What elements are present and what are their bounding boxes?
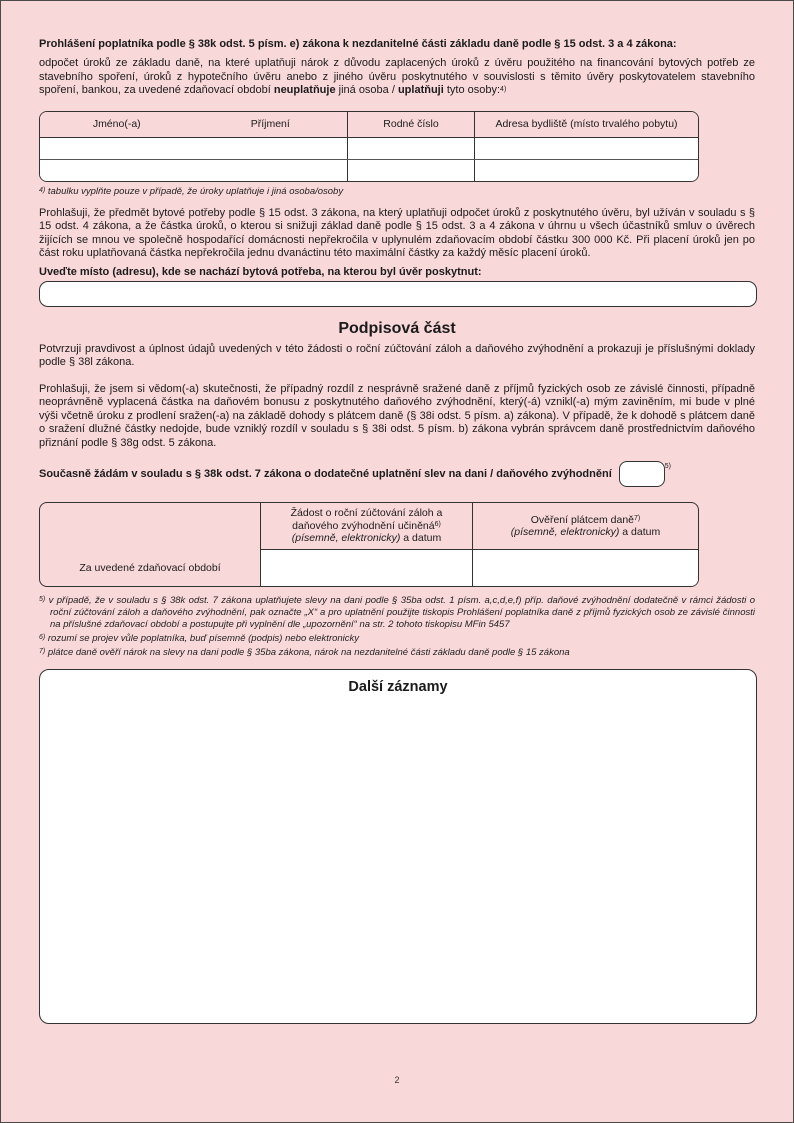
address-field[interactable] [474, 160, 698, 181]
footnote-7-sup: 7) [39, 648, 46, 655]
additional-notes-area[interactable] [39, 669, 757, 1024]
name-field[interactable] [40, 160, 347, 181]
intro-bold-neuplatnuje: neuplatňuje [273, 84, 336, 96]
footnote-6-sup: 6) [39, 634, 46, 641]
column-header-address: Adresa bydliště (místo trvalého pobytu) [474, 112, 698, 137]
footnote-4-sup: 4) [39, 186, 46, 194]
request-header-text: Žádost o roční zúčtování záloh a daňového zvýhodnění učiněná [290, 507, 443, 532]
declaration-paragraph: Prohlašuji, že předmět bytové potřeby podle § 15 odst. 3 zákona, na který uplatňuji odpočet úroků z poskytnutého úvěru, byl užíván v souladu s § 15 odst. 4 zákona, a že částka úroků, o kterou si snižuji základ daně podle § 15 odst. 3 a 4 zákona v úhrnu u všech účastníků smluv o úvěrech žijících se mnou ve společně hospodařící domácnosti nepřekročila v uplynulém zdaňovacím období částku 300 000 Kč. Při placení úroků jen po část roku uplatňovaná částka nepřekročila jednu dvanáctinu této maximální částky za každý měsíc placení úroků. [39, 206, 755, 259]
birth-number-field[interactable] [347, 160, 474, 181]
footnote-6-marker: 6) [434, 520, 441, 528]
verify-header-italic: (písemně, elektronicky) [510, 526, 620, 538]
confirmation-paragraph: Potvrzuji pravdivost a úplnost údajů uvedených v této žádosti o roční zúčtování záloh a daňového zvýhodnění a prokazuji je příslušnými doklady podle § 38l zákona. [39, 342, 755, 368]
summary-header-request [260, 503, 472, 550]
additional-claim-text: Současně žádám v souladu s § 38k odst. 7 zákona o dodatečné uplatnění slev na dani / daňového zvýhodnění [39, 468, 612, 480]
additional-claim-checkbox[interactable] [619, 461, 665, 487]
summary-header-verification [472, 503, 698, 550]
verification-date-field[interactable] [472, 550, 698, 586]
footnote-7-marker: 7) [634, 514, 641, 522]
summary-row-label: Za uvedené zdaňovací období [79, 562, 221, 574]
intro-paragraph [39, 57, 755, 98]
footnotes-block [39, 595, 755, 659]
summary-table [39, 502, 699, 587]
table-row [40, 159, 698, 181]
footnote-7-text: plátce daně ověří nárok na slevy na dani podle § 35ba zákona, nárok na nezdanitelné části základu daně podle § 15 zákona [47, 647, 570, 658]
intro-bold-uplatnuji: uplatňuji [397, 84, 444, 96]
footnote-5-text: v případě, že v souladu s § 38k odst. 7 zákona uplatňujete slevy na dani podle § 35ba odst. 1 písm. a,c,d,e,f) příp. daňové zvýhodnění dodatečně v rámci žádosti o roční zúčtování záloh a daňového zvýhodnění, pak označte „X“ a pro uplatnění použijte tiskopis Prohlášení poplatníka daně z příjmů fyzických osob ze závislé činnosti na příslušné zdaňovací období a postupujte při vyplnění dle „upozornění“ na str. 2 tohoto tiskopisu MFin 5457 [48, 595, 755, 630]
signature-section-heading: Podpisová část [338, 319, 456, 337]
notes-heading: Další záznamy [348, 679, 448, 695]
footnote-6-text: rozumí se projev vůle poplatníka, buď písemně (podpis) nebo elektronicky [47, 633, 360, 644]
summary-header-empty [40, 503, 260, 550]
request-date-field[interactable] [260, 550, 472, 586]
intro-text-2: jiná osoba / [335, 84, 398, 96]
footnote-6 [39, 633, 755, 645]
request-header-italic: (písemně, elektronicky) [291, 532, 401, 545]
page-number: 2 [394, 1075, 400, 1085]
footnote-4-text: tabulku vyplňte pouze v případě, že úroky uplatňuje i jiná osoba/osoby [47, 185, 344, 197]
verify-header-tail: a datum [619, 526, 661, 538]
birth-number-field[interactable] [347, 138, 474, 159]
footnote-4 [39, 186, 755, 198]
intro-text-1: odpočet úroků ze základu daně, na které uplatňuji nárok z důvodu zaplacených úroků z úvěru použitého na financování bytových potřeb ze stavebního spoření, úroků z hypotečního úvěru anebo z jiného úvěru poskytnutého v souvislosti s těmito úvěry poskytovatelem stavebního spoření, bankou, za uvedené zdaňovací období [39, 57, 755, 96]
footnote-5-marker: 5) [664, 462, 671, 470]
footnote-7 [39, 647, 755, 659]
footnote-5-sup: 5) [39, 596, 46, 603]
liability-paragraph: Prohlašuji, že jsem si vědom(-a) skutečnosti, že případný rozdíl z nesprávně sražené daně z příjmů fyzických osob ze závislé činnosti, případně neoprávněně vyplacená částka na daňovém bonusu z poskytnutého daňového zvýhodnění, který(-á) vznikl(-a) mým zaviněním, mi bude v plné výši včetně úroku z prodlení sražen(-a) na základě dohody s plátcem daně (§ 38i odst. 5 písm. a) zákona). V případě, že k dohodě s plátcem daně o sražení dlužné částky nedojde, bude vzniklý rozdíl v souladu s § 38i odst. 5 písm. b) zákona vybrán správcem daně prostřednictvím daňového přiznání podle § 38g odst. 5 zákona. [39, 382, 755, 449]
verify-header-text: Ověření plátcem daně [530, 513, 635, 526]
persons-table-header [40, 112, 698, 138]
address-input[interactable] [39, 281, 757, 307]
section-title: Prohlášení poplatníka podle § 38k odst. 5 písm. e) zákona k nezdanitelné části základu daně podle § 15 odst. 3 a 4 zákona: [39, 38, 677, 50]
additional-claim-line [39, 461, 755, 487]
persons-table [39, 111, 699, 182]
column-header-birth-number: Rodné číslo [347, 112, 474, 137]
address-prompt: Uveďte místo (adresu), kde se nachází bytová potřeba, na kterou byl úvěr poskytnut: [39, 265, 482, 278]
footnote-5 [39, 595, 755, 631]
intro-text-3: tyto osoby: [443, 84, 501, 96]
table-row [40, 138, 698, 159]
request-header-tail: a datum [400, 532, 442, 545]
header-name-cell [40, 112, 347, 137]
column-header-last-name: Příjmení [250, 118, 290, 130]
column-header-first-name: Jméno(-a) [92, 118, 141, 130]
address-field[interactable] [474, 138, 698, 159]
footnote-4-marker: 4) [500, 86, 507, 93]
name-field[interactable] [40, 138, 347, 159]
